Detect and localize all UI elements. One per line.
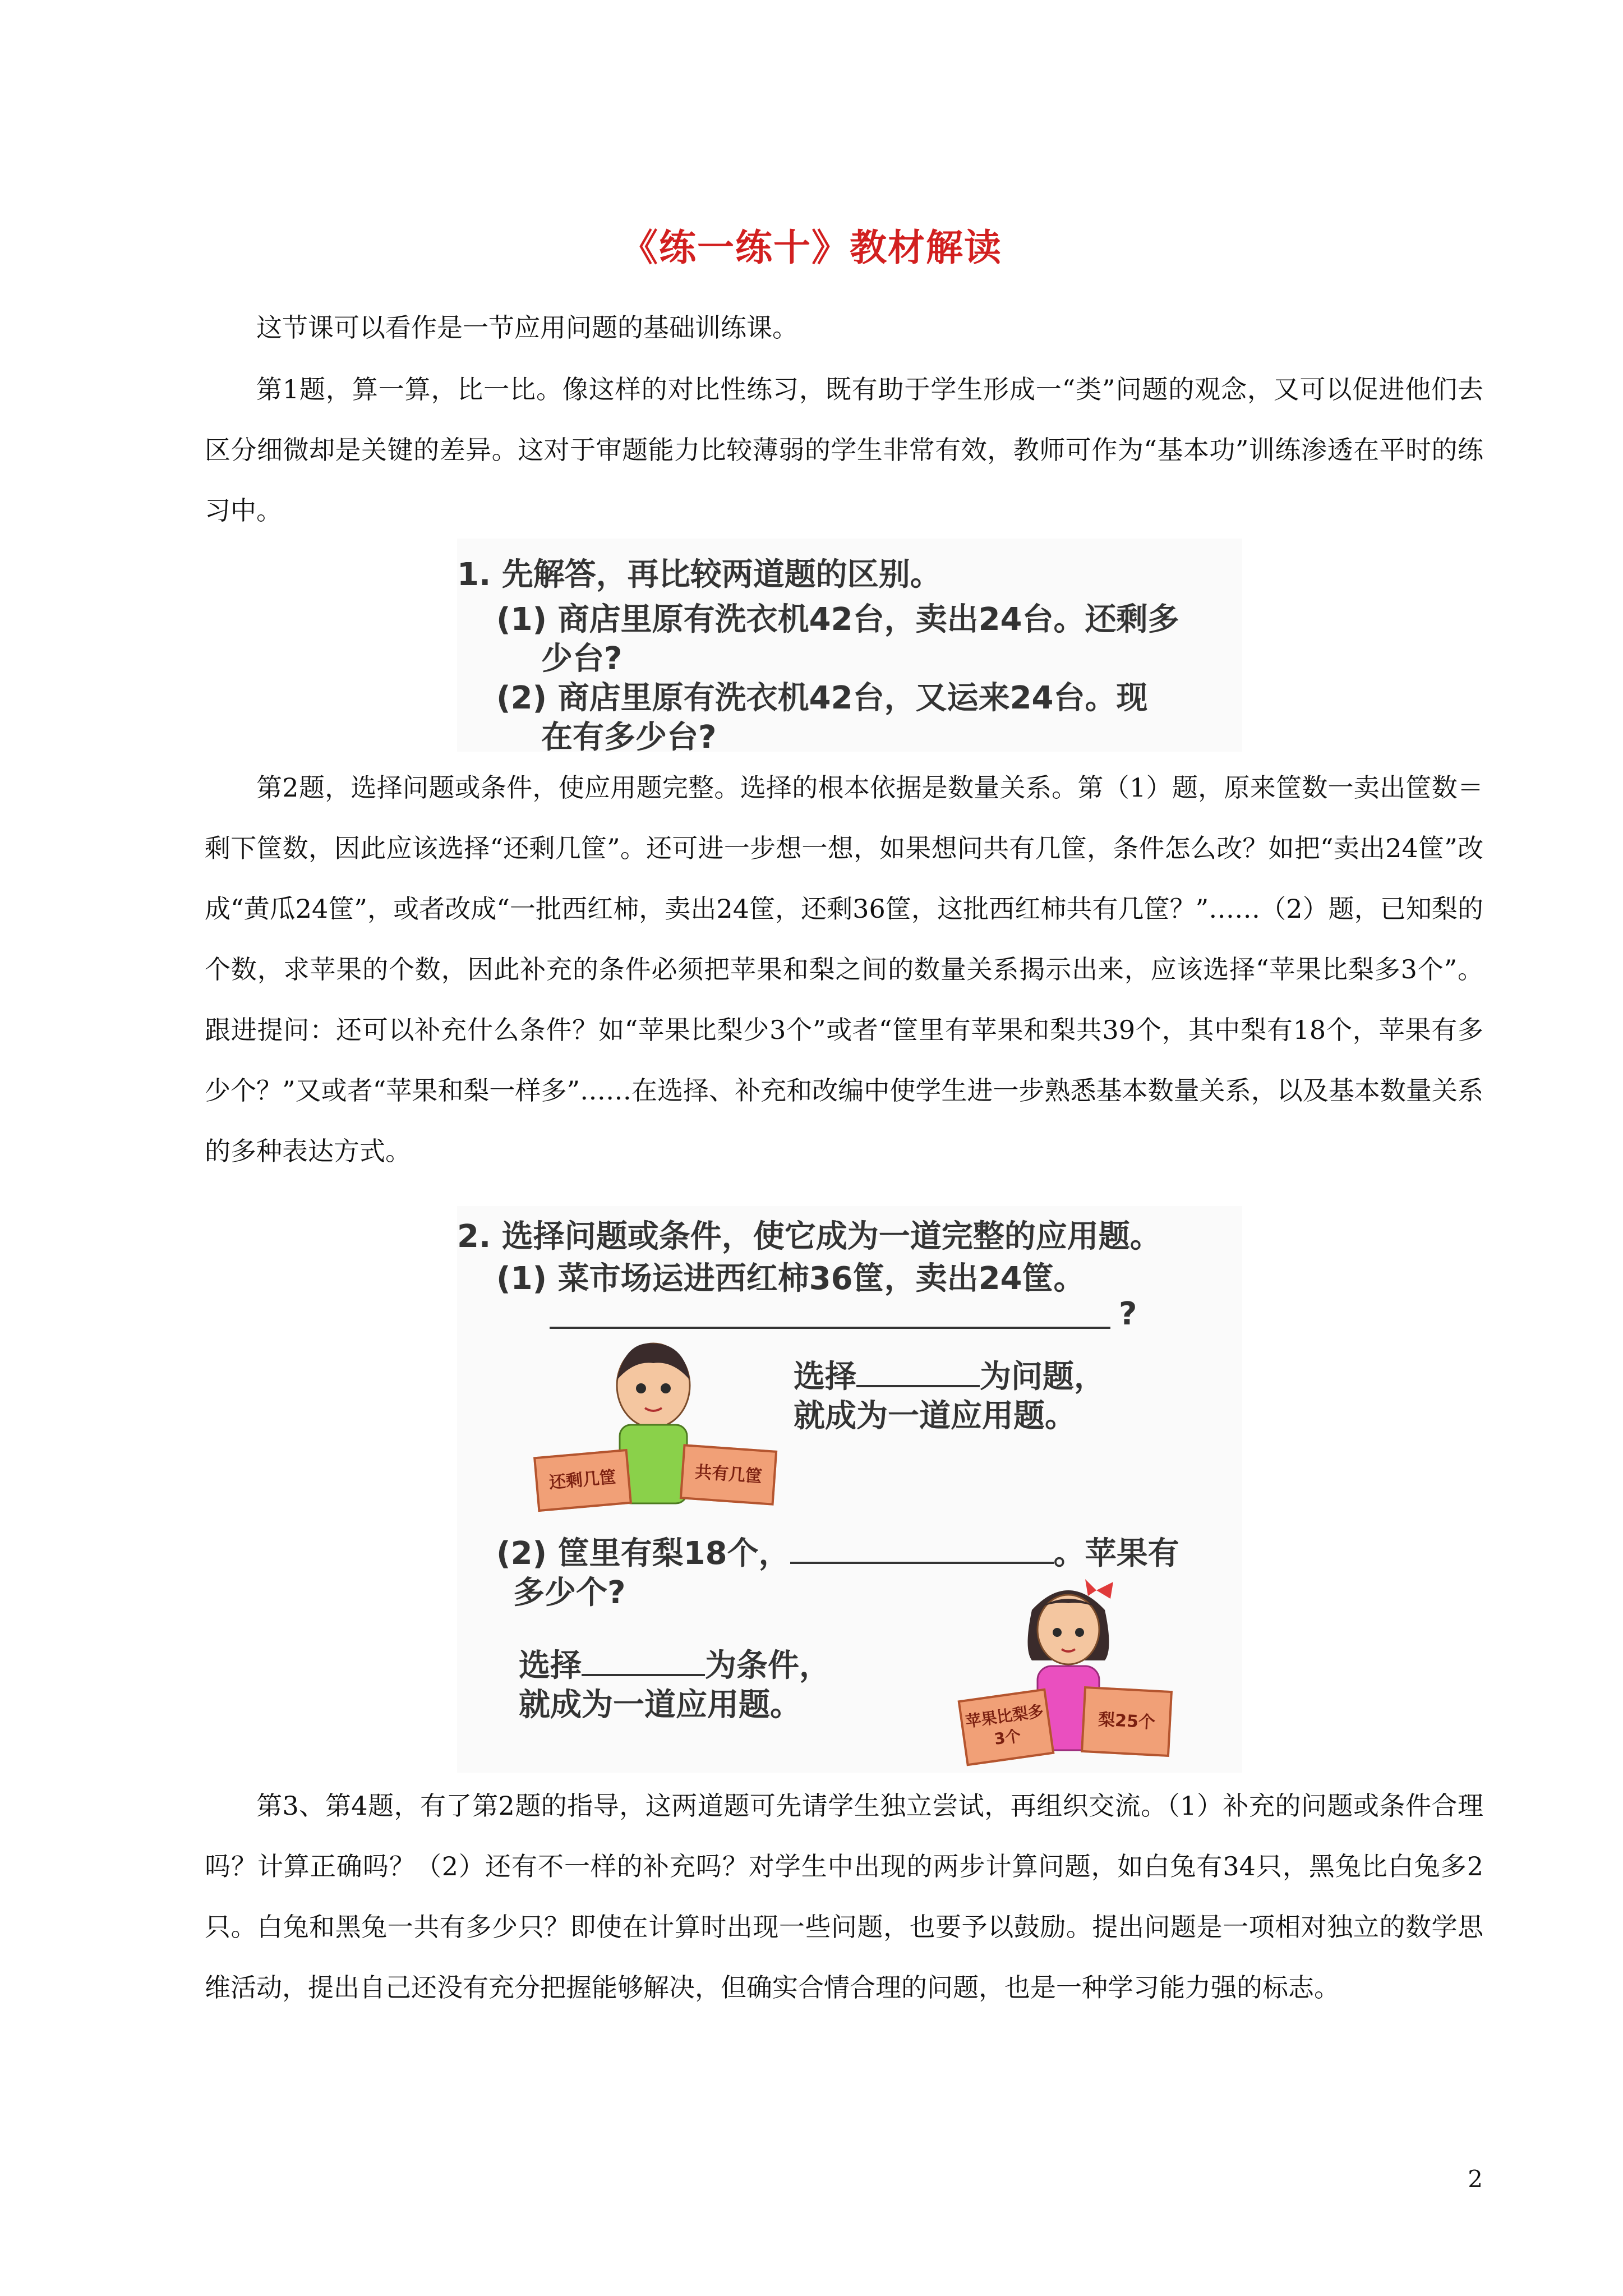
girl-speech-choose: 选择 [519, 1648, 582, 1684]
paragraph-intro: 这节课可以看作是一节应用问题的基础训练课。 [256, 312, 798, 343]
answer-line [550, 1327, 1110, 1329]
sign-pears-count: 梨25个 [1081, 1686, 1173, 1757]
exercise-1-q1-line2: 少台? [541, 641, 623, 677]
exercise-1-q2-line2: 在有多少台? [541, 719, 717, 756]
exercise-2-q1: (1) 菜市场运进西红柿36筐，卖出24筐。 [496, 1260, 1085, 1297]
paragraph-exercise-3-4: 第3、第4题，有了第2题的指导，这两道题可先请学生独立尝试，再组织交流。（1）补充的问题或条件合理吗？计算正确吗？（2）还有不一样的补充吗？对学生中出现的两步计算问题，如白兔有34只，黑兔比白兔多2只。白兔和黑兔一共有多少只？即使在计算时出现一些问题，也要予以鼓励。提出问题是一项相对独立的数学思维活动，提出自己还没有充分把握能够解决，但确实合情合理的问题，也是一种学习能力强的标志。 [205, 1791, 1483, 2003]
exercise-1-q2-line1: (2) 商店里原有洗衣机42台，又运来24台。现 [496, 680, 1148, 716]
girl-speech-line1 [519, 1641, 831, 1686]
exercise-2-q2-line2: 多少个? [513, 1575, 626, 1611]
boy-speech-line1 [794, 1352, 1105, 1397]
boy-speech-as-question: 为问题， [980, 1359, 1105, 1395]
blank-3 [582, 1646, 705, 1676]
girl-speech-as-condition: 为条件， [705, 1648, 831, 1684]
exercise-1-q1-line1: (1) 商店里原有洗衣机42台，卖出24台。还剩多 [496, 601, 1179, 638]
boy-speech-line2: 就成为一道应用题。 [794, 1398, 1076, 1434]
paragraph-exercise-2: 第2题，选择问题或条件，使应用题完整。选择的根本依据是数量关系。第（1）题，原来筐数一卖出筐数＝剩下筐数，因此应该选择“还剩几筐”。还可进一步想一想，如果想问共有几筐，条件怎么改？如把“卖出24筐”改成“黄瓜24筐”，或者改成“一批西红柿，卖出24筐，还剩36筐，这批西红柿共有几筐？”……（2）题，已知梨的个数，求苹果的个数，因此补充的条件必须把苹果和梨之间的数量关系揭示出来，应该选择“苹果比梨多3个”。跟进提问：还可以补充什么条件？如“苹果比梨少3个”或者“筐里有苹果和梨共39个，其中梨有18个，苹果有多少个？”又或者“苹果和梨一样多”……在选择、补充和改编中使学生进一步熟悉基本数量关系，以及基本数量关系的多种表达方式。 [205, 772, 1483, 1166]
exercise-2-q2-line1 [496, 1529, 1179, 1573]
question-mark: ? [1119, 1296, 1137, 1332]
q2-part-a: (2) 筐里有梨18个， [496, 1535, 790, 1572]
paragraph-exercise-1: 第1题，算一算，比一比。像这样的对比性练习，既有助于学生形成一“类”问题的观念，又可以促进他们去区分细微却是关键的差异。这对于审题能力比较薄弱的学生非常有效，教师可作为“基本功”训练渗透在平时的练习中。 [205, 374, 1483, 526]
girl-speech-line2: 就成为一道应用题。 [519, 1687, 801, 1723]
exercise-1-heading: 1. 先解答，再比较两道题的区别。 [457, 556, 942, 593]
sign-remaining-baskets: 还剩几筐 [533, 1449, 632, 1512]
blank-1 [856, 1357, 980, 1387]
q2-part-b: 。苹果有 [1053, 1535, 1179, 1572]
exercise-2-heading: 2. 选择问题或条件，使它成为一道完整的应用题。 [457, 1218, 1161, 1255]
page-number: 2 [1468, 2165, 1483, 2193]
exercise-2-figure [457, 1206, 1242, 1773]
boy-speech-choose: 选择 [794, 1359, 856, 1395]
sign-apples-more-than-pears: 苹果比梨多3个 [958, 1688, 1055, 1766]
page-title: 《练一练十》教材解读 [621, 226, 1002, 269]
blank-2 [790, 1534, 1054, 1564]
exercise-1-figure [457, 539, 1242, 756]
sign-total-baskets: 共有几筐 [680, 1444, 777, 1505]
